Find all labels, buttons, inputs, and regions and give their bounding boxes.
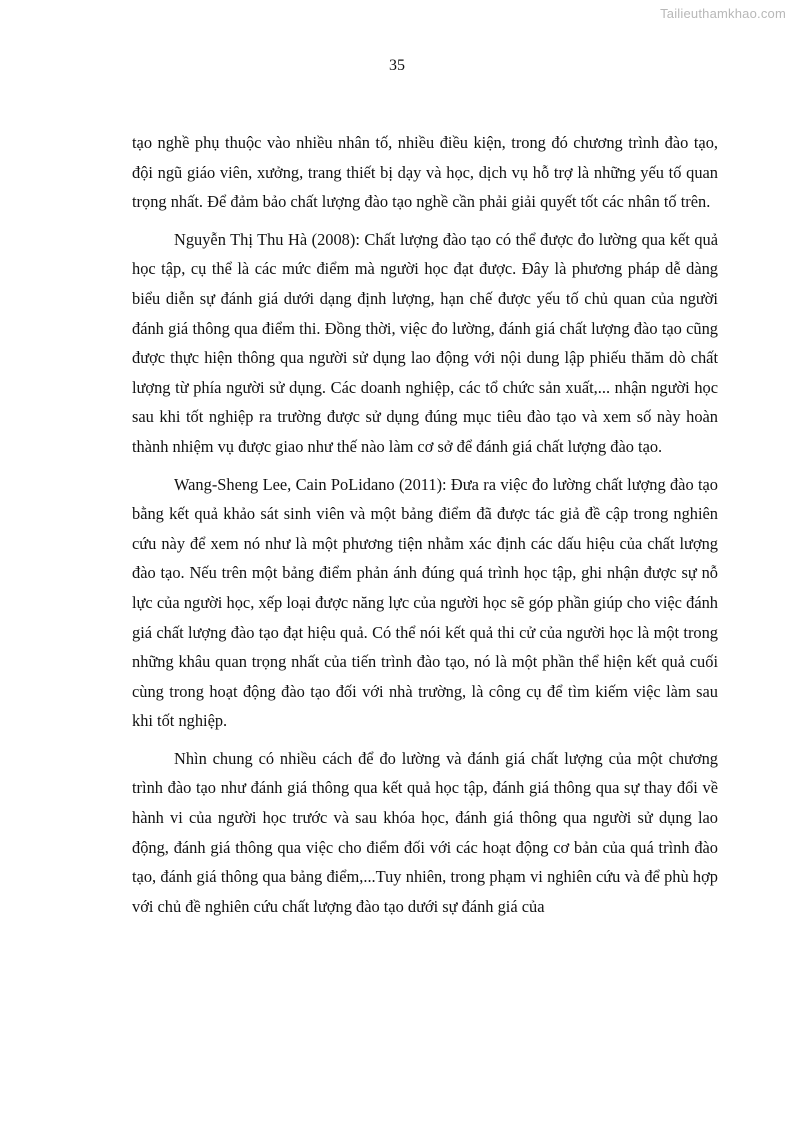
- paragraph-continuation: tạo nghề phụ thuộc vào nhiều nhân tố, nhiều điều kiện, trong đó chương trình đào tạo, đội ngũ giáo viên, xưởng, trang thiết bị dạy và học, dịch vụ hỗ trợ là những yếu tố quan trọng nhất. Để đảm bảo chất lượng đào tạo nghề cần phải giải quyết tốt các nhân tố trên.: [132, 133, 718, 212]
- watermark: Tailieuthamkhao.com: [660, 6, 786, 21]
- page-number: 35: [389, 57, 405, 74]
- paragraph-nguyen-thi-thu-ha: Nguyễn Thị Thu Hà (2008): Chất lượng đào tạo có thể được đo lường qua kết quả học tập, cụ thể là các mức điểm mà người học đạt được. Đây là phương pháp dễ dàng biểu diễn sự đánh giá dưới dạng định lượng, hạn chế được yếu tố chủ quan của người đánh giá thông qua điểm thi. Đồng thời, việc đo lường, đánh giá chất lượng đào tạo cũng được thực hiện thông qua người sử dụng lao động với nội dung lập phiếu thăm dò chất lượng từ phía người sử dụng. Các doanh nghiệp, các tổ chức sản xuất,... nhận người học sau khi tốt nghiệp ra trường được sử dụng đúng mục tiêu đào tạo và xem số này hoàn thành nhiệm vụ được giao như thế nào làm cơ sở để đánh giá chất lượng đào tạo.: [132, 229, 718, 456]
- document-body: [132, 128, 718, 929]
- paragraph-wang-sheng-lee: Wang-Sheng Lee, Cain PoLidano (2011): Đưa ra việc đo lường chất lượng đào tạo bằng kết quả khảo sát sinh viên và một bảng điểm đã được tác giả đề cập trong nghiên cứu này để xem nó như là một phương tiện nhằm xác định các dấu hiệu của chất lượng đào tạo. Nếu trên một bảng điểm phản ánh đúng quá trình học tập, ghi nhận được sự nỗ lực của người học, xếp loại được năng lực của người học sẽ góp phần giúp cho việc đánh giá chất lượng đào tạo đạt hiệu quả. Có thể nói kết quả thi cử của người học là một trong những khâu quan trọng nhất của tiến trình đào tạo, nó là một phần thể hiện kết quả cuối cùng trong hoạt động đào tạo đối với nhà trường, là công cụ để tìm kiếm việc làm sau khi tốt nghiệp.: [132, 474, 718, 731]
- paragraph-summary: Nhìn chung có nhiều cách để đo lường và đánh giá chất lượng của một chương trình đào tạo như đánh giá thông qua kết quả học tập, đánh giá thông qua sự thay đổi về hành vi của người học trước và sau khóa học, đánh giá thông qua người sử dụng lao động, đánh giá thông qua việc cho điểm đối với các hoạt động cơ bản của quá trình đào tạo, đánh giá thông qua bảng điểm,...Tuy nhiên, trong phạm vi nghiên cứu và để phù hợp với chủ đề nghiên cứu chất lượng đào tạo dưới sự đánh giá của: [132, 748, 718, 916]
